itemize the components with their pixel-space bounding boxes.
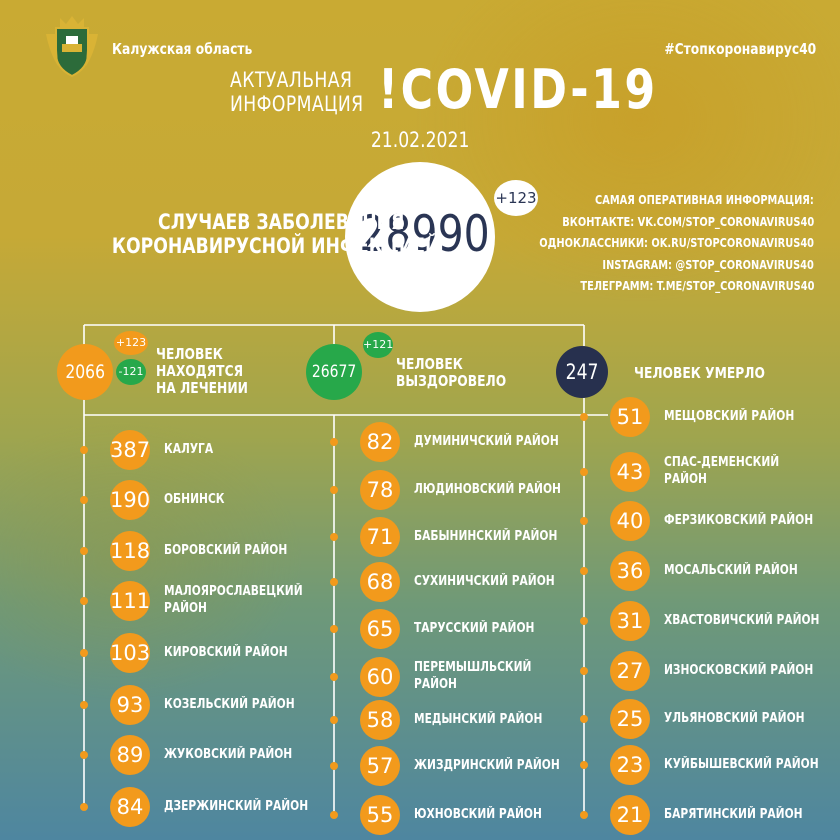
district-case-count: 58 <box>360 700 400 740</box>
district-name: ЖИЗДРИНСКИЙ РАЙОН <box>414 758 560 773</box>
district-case-count: 65 <box>360 609 400 649</box>
connector-dot <box>80 597 88 605</box>
treatment-plus-badge: +123 <box>114 331 148 355</box>
district-name: МАЛОЯРОСЛАВЕЦКИЙ РАЙОН <box>164 584 303 616</box>
district-case-count: 118 <box>110 531 150 571</box>
info-links <box>479 190 814 298</box>
connector-dot <box>330 486 338 494</box>
connector-dot <box>330 673 338 681</box>
district-name: ЛЮДИНОВСКИЙ РАЙОН <box>414 482 561 497</box>
connector-dot <box>80 701 88 709</box>
connector-dot <box>330 438 338 446</box>
treatment-minus-badge: -121 <box>116 359 146 385</box>
district-name: ОБНИНСК <box>164 492 225 507</box>
died-count-circle: 247 <box>556 346 608 398</box>
district-name: ХВАСТОВИЧСКИЙ РАЙОН <box>664 613 820 628</box>
district-name: СУХИНИЧСКИЙ РАЙОН <box>414 574 555 589</box>
district-case-count: 93 <box>110 685 150 725</box>
district-case-count: 190 <box>110 480 150 520</box>
district-case-count: 31 <box>610 601 650 641</box>
district-name: ФЕРЗИКОВСКИЙ РАЙОН <box>664 513 814 528</box>
district-name: БАРЯТИНСКИЙ РАЙОН <box>664 807 803 822</box>
recovered-count-circle: 26677 <box>306 344 362 400</box>
info-line-vk: ВКОНТАКТЕ: VK.COM/STOP_CORONAVIRUS40 <box>562 214 814 229</box>
district-name: КАЛУГА <box>164 442 214 457</box>
info-line-telegram: ТЕЛЕГРАММ: T.ME/STOP_CORONAVIRUS40 <box>579 279 814 293</box>
connector-dot <box>80 496 88 504</box>
district-name: УЛЬЯНОВСКИЙ РАЙОН <box>664 711 805 726</box>
connector-dot <box>580 468 588 476</box>
district-name: ЮХНОВСКИЙ РАЙОН <box>414 807 542 822</box>
connector-dot <box>580 413 588 421</box>
district-case-count: 68 <box>360 562 400 602</box>
district-case-count: 60 <box>360 657 400 697</box>
connector-dot <box>580 517 588 525</box>
district-name: ДЗЕРЖИНСКИЙ РАЙОН <box>164 799 309 814</box>
district-case-count: 25 <box>610 699 650 739</box>
info-line-ok: ОДНОКЛАССНИКИ: OK.RU/STOPCORONAVIRUS40 <box>539 236 814 250</box>
district-case-count: 71 <box>360 517 400 557</box>
recovered-label: ЧЕЛОВЕК ВЫЗДОРОВЕЛО <box>396 355 507 390</box>
connector-dot <box>330 533 338 541</box>
hashtag: #Стопкоронавирус40 <box>664 40 816 58</box>
district-name: КУЙБЫШЕВСКИЙ РАЙОН <box>664 757 819 772</box>
district-case-count: 23 <box>610 745 650 785</box>
district-case-count: 78 <box>360 470 400 510</box>
connector-dot <box>80 446 88 454</box>
connector-dot <box>80 547 88 555</box>
district-case-count: 27 <box>610 651 650 691</box>
treatment-count-circle: 2066 <box>57 344 113 400</box>
connector-dot <box>80 649 88 657</box>
district-case-count: 111 <box>110 581 150 621</box>
connector-dot <box>580 567 588 575</box>
connector-dot <box>330 578 338 586</box>
treatment-label: ЧЕЛОВЕК НАХОДЯТСЯ НА ЛЕЧЕНИИ <box>156 345 248 397</box>
covid-title: !COVID-19 <box>378 58 658 121</box>
kaluga-coat-of-arms-icon <box>44 14 100 80</box>
district-case-count: 43 <box>610 452 650 492</box>
connector-dot <box>80 803 88 811</box>
district-case-count: 51 <box>610 397 650 437</box>
district-name: БОРОВСКИЙ РАЙОН <box>164 543 288 558</box>
total-cases-delta-badge: +123 <box>494 180 538 216</box>
district-name: МЕДЫНСКИЙ РАЙОН <box>414 712 543 727</box>
district-name: ЖУКОВСКИЙ РАЙОН <box>164 747 293 762</box>
died-label: ЧЕЛОВЕК УМЕРЛО <box>634 364 765 382</box>
connector-dot <box>80 751 88 759</box>
district-name: МОСАЛЬСКИЙ РАЙОН <box>664 563 798 578</box>
recovered-plus-badge: +121 <box>363 332 393 358</box>
connector-dot <box>330 625 338 633</box>
district-case-count: 89 <box>110 735 150 775</box>
district-name: КИРОВСКИЙ РАЙОН <box>164 645 288 660</box>
district-name: ДУМИНИЧСКИЙ РАЙОН <box>414 434 559 449</box>
district-case-count: 36 <box>610 551 650 591</box>
district-case-count: 55 <box>360 795 400 835</box>
district-name: КОЗЕЛЬСКИЙ РАЙОН <box>164 697 295 712</box>
district-name: СПАС-ДЕМЕНСКИЙ РАЙОН <box>664 455 780 487</box>
total-cases-label-line1: СЛУЧАЕВ ЗАБОЛЕВАНИЯ <box>158 210 405 234</box>
header-actual-line1: АКТУАЛЬНАЯ <box>230 68 353 92</box>
connector-dot <box>580 715 588 723</box>
district-case-count: 103 <box>110 633 150 673</box>
region-name: Калужская область <box>112 40 253 58</box>
district-case-count: 387 <box>110 430 150 470</box>
info-line-instagram: INSTAGRAM: @STOP_CORONAVIRUS40 <box>602 257 814 272</box>
connector-dot <box>330 811 338 819</box>
header-actual-line2: ИНФОРМАЦИЯ <box>230 92 364 116</box>
connector-dot <box>580 667 588 675</box>
connector-dot <box>580 761 588 769</box>
district-name: ПЕРЕМЫШЛЬСКИЙ РАЙОН <box>414 660 532 692</box>
district-name: ТАРУССКИЙ РАЙОН <box>414 621 535 636</box>
total-cases-label-line2: КОРОНАВИРУСНОЙ ИНФЕКЦИЕЙ <box>111 234 440 258</box>
district-name: МЕЩОВСКИЙ РАЙОН <box>664 409 795 424</box>
connector-dot <box>330 762 338 770</box>
district-name: ИЗНОСКОВСКИЙ РАЙОН <box>664 663 814 678</box>
total-cases-value: 28990 <box>359 205 490 263</box>
district-case-count: 21 <box>610 795 650 835</box>
connector-dot <box>580 811 588 819</box>
district-case-count: 82 <box>360 422 400 462</box>
district-case-count: 40 <box>610 501 650 541</box>
connector-dot <box>330 716 338 724</box>
info-line: САМАЯ ОПЕРАТИВНАЯ ИНФОРМАЦИЯ: <box>595 193 814 207</box>
report-date: 21.02.2021 <box>370 128 470 152</box>
district-case-count: 84 <box>110 787 150 827</box>
district-name: БАБЫНИНСКИЙ РАЙОН <box>414 529 558 544</box>
connector-dot <box>580 617 588 625</box>
district-case-count: 57 <box>360 746 400 786</box>
